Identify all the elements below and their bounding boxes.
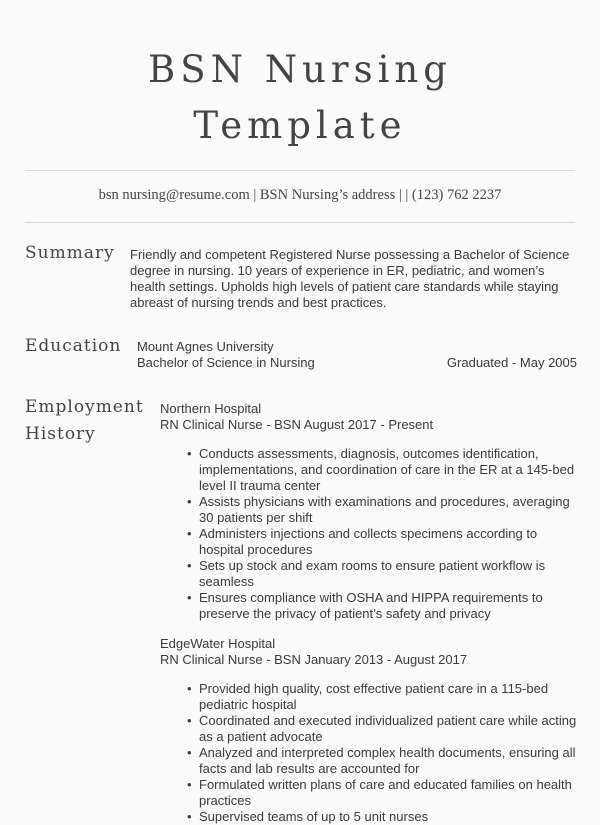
employment-heading — [25, 394, 144, 448]
job-bullets — [199, 681, 577, 825]
job-employer: Northern Hospital — [160, 401, 262, 416]
job-northern-hospital — [160, 401, 580, 622]
title-line-1: BSN Nursing — [148, 48, 452, 91]
summary-heading: Summary — [25, 243, 115, 263]
bullet-item: • Assists physicians with examinations and procedures, averaging 30 patients per shift — [199, 494, 577, 526]
bullet-item: • Coordinated and executed individualized patient care while acting as a patient advocate — [199, 713, 577, 745]
bullet-item: • Formulated written plans of care and educated families on health practices — [199, 777, 577, 809]
job-role-dates: RN Clinical Nurse - BSN January 2013 - August 2017 — [160, 652, 468, 667]
education-entry — [137, 339, 577, 371]
education-heading: Education — [25, 336, 122, 356]
employment-heading-line1: Employment — [25, 397, 144, 417]
bullet-item: • Supervised teams of up to 5 unit nurses — [199, 809, 577, 825]
divider-top — [25, 170, 575, 171]
summary-text: Friendly and competent Registered Nurse possessing a Bachelor of Science degree in nursing. 10 years of experience in ER, pediatric, and women’s health settings. Upholds high levels of patient care standards while staying abreast of nursing trends and best practices. — [130, 247, 570, 310]
bullet-item: • Ensures compliance with OSHA and HIPPA requirements to preserve the privacy of patient’s safety and privacy — [199, 590, 577, 622]
job-edgewater-hospital — [160, 636, 580, 825]
contact-info: bsn nursing@resume.com | BSN Nursing’s address | | (123) 762 2237 — [98, 187, 502, 203]
job-role-dates: RN Clinical Nurse - BSN August 2017 - Present — [160, 417, 434, 432]
bullet-item: • Administers injections and collects specimens according to hospital procedures — [199, 526, 577, 558]
employment-heading-line2: History — [25, 424, 96, 444]
bullet-item: • Conducts assessments, diagnosis, outcomes identification, implementations, and coordination of care in the ER at a 145-bed level II trauma center — [199, 446, 577, 494]
bullet-item: • Provided high quality, cost effective patient care in a 115-bed pediatric hospital — [199, 681, 577, 713]
job-bullets — [199, 446, 577, 622]
title-line-2: Template — [193, 104, 407, 147]
divider-bottom — [25, 222, 575, 223]
bullet-item: • Sets up stock and exam rooms to ensure patient workflow is seamless — [199, 558, 577, 590]
education-graduated: Graduated - May 2005 — [446, 355, 577, 370]
job-employer: EdgeWater Hospital — [160, 636, 276, 651]
education-degree: Bachelor of Science in Nursing — [137, 355, 315, 370]
education-school: Mount Agnes University — [137, 339, 274, 354]
bullet-item: • Analyzed and interpreted complex health documents, ensuring all facts and lab results are accounted for — [199, 745, 577, 777]
